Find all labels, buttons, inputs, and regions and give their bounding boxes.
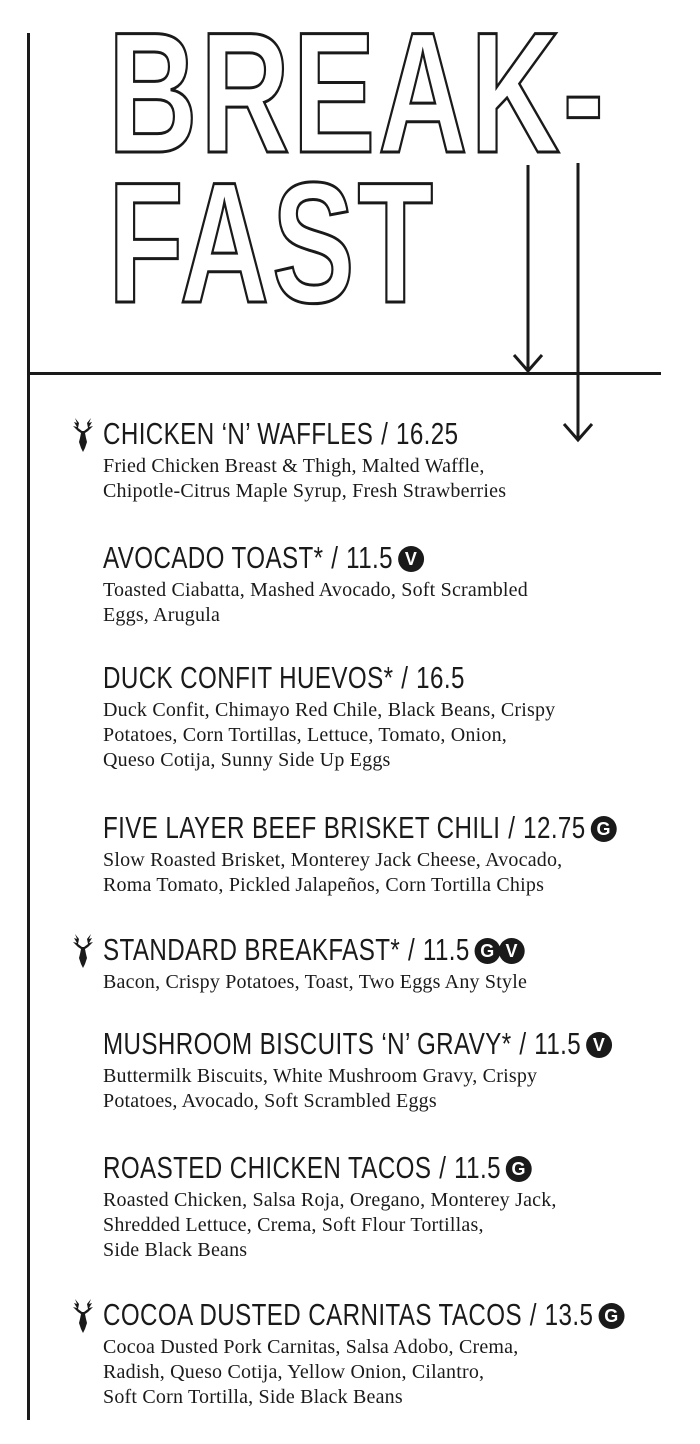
description-line: Slow Roasted Brisket, Monterey Jack Cheese, Avocado, bbox=[103, 849, 563, 871]
description-line: Fried Chicken Breast & Thigh, Malted Waffle, bbox=[103, 455, 485, 477]
description-line: Side Black Beans bbox=[103, 1239, 248, 1261]
menu-item-heading bbox=[103, 416, 563, 452]
menu-item-price: 16.5 bbox=[416, 660, 465, 695]
price-separator: / bbox=[439, 1150, 447, 1185]
menu-item-price: 16.25 bbox=[395, 416, 459, 451]
menu-item-name: AVOCADO TOAST* bbox=[103, 540, 324, 575]
menu-item bbox=[103, 1297, 693, 1410]
title-line-1: BREAK- bbox=[108, 0, 607, 189]
menu-item-description bbox=[103, 1335, 693, 1410]
menu-item-name: DUCK CONFIT HUEVOS* bbox=[103, 660, 394, 695]
menu-item-price: 11.5 bbox=[534, 1026, 582, 1061]
description-line: Buttermilk Biscuits, White Mushroom Gravy, Crispy bbox=[103, 1065, 538, 1087]
price-separator: / bbox=[331, 540, 339, 575]
menu-item-name: CHICKEN ‘N’ WAFFLES bbox=[103, 416, 374, 451]
menu-item-heading bbox=[103, 540, 563, 576]
vegetarian-badge: V bbox=[586, 1032, 612, 1058]
description-line: Eggs, Arugula bbox=[103, 604, 221, 626]
menu-item bbox=[103, 810, 693, 898]
menu-item-heading bbox=[103, 932, 563, 968]
menu-item bbox=[103, 540, 693, 628]
gluten-free-badge: G bbox=[591, 816, 617, 842]
description-line: Radish, Queso Cotija, Yellow Onion, Cilantro, bbox=[103, 1361, 485, 1383]
price-separator: / bbox=[381, 416, 389, 451]
arrow-down-icon bbox=[510, 165, 546, 377]
description-line: Cocoa Dusted Pork Carnitas, Salsa Adobo, Crema, bbox=[103, 1336, 519, 1358]
description-line: Bacon, Crispy Potatoes, Toast, Two Eggs Any Style bbox=[103, 971, 528, 993]
menu-item-heading bbox=[103, 1026, 606, 1062]
description-line: Potatoes, Avocado, Soft Scrambled Eggs bbox=[103, 1090, 437, 1112]
menu-item-price: 11.5 bbox=[422, 932, 470, 967]
menu-item-description bbox=[103, 454, 693, 504]
menu-item-description bbox=[103, 1188, 693, 1263]
menu-item-name: COCOA DUSTED CARNITAS TACOS bbox=[103, 1297, 522, 1332]
menu-item-heading bbox=[103, 1150, 563, 1186]
description-line: Soft Corn Tortilla, Side Black Beans bbox=[103, 1386, 403, 1408]
menu-item-name: MUSHROOM BISCUITS ‘N’ GRAVY* bbox=[103, 1026, 512, 1061]
gluten-free-badge: G bbox=[475, 938, 501, 964]
menu-item-price: 12.75 bbox=[523, 810, 586, 845]
description-line: Shredded Lettuce, Crema, Soft Flour Tortillas, bbox=[103, 1214, 484, 1236]
description-line: Toasted Ciabatta, Mashed Avocado, Soft Scrambled bbox=[103, 579, 528, 601]
price-separator: / bbox=[529, 1297, 537, 1332]
vegetarian-badge: V bbox=[499, 938, 525, 964]
menu-item-price: 11.5 bbox=[346, 540, 394, 575]
menu-item-description bbox=[103, 970, 693, 995]
menu-item-price: 11.5 bbox=[454, 1150, 501, 1185]
deer-head-icon bbox=[68, 418, 98, 452]
vegetarian-badge: V bbox=[398, 546, 424, 572]
description-line: Chipotle-Citrus Maple Syrup, Fresh Strawberries bbox=[103, 480, 507, 502]
menu-item-heading bbox=[103, 810, 611, 846]
menu-item-name: FIVE LAYER BEEF BRISKET CHILI bbox=[103, 810, 501, 845]
deer-head-icon bbox=[68, 1299, 98, 1333]
menu-item-name: STANDARD BREAKFAST* bbox=[103, 932, 401, 967]
menu-item-description bbox=[103, 578, 693, 628]
menu-item bbox=[103, 416, 693, 504]
price-separator: / bbox=[407, 932, 416, 967]
price-separator: / bbox=[519, 1026, 527, 1061]
menu-item-heading bbox=[103, 1297, 619, 1333]
gluten-free-badge: G bbox=[506, 1156, 532, 1182]
description-line: Duck Confit, Chimayo Red Chile, Black Beans, Crispy bbox=[103, 699, 556, 721]
description-line: Potatoes, Corn Tortillas, Lettuce, Tomato, Onion, bbox=[103, 724, 507, 746]
menu-item-name: ROASTED CHICKEN TACOS bbox=[103, 1150, 432, 1185]
menu-item-description bbox=[103, 848, 693, 898]
menu-item bbox=[103, 932, 693, 995]
menu-item bbox=[103, 1026, 693, 1114]
title-line-2: FAST bbox=[108, 147, 437, 339]
menu-item-description bbox=[103, 1064, 693, 1114]
menu-item-heading bbox=[103, 660, 563, 696]
price-separator: / bbox=[401, 660, 409, 695]
deer-head-icon bbox=[68, 934, 98, 968]
menu-item bbox=[103, 660, 693, 773]
description-line: Queso Cotija, Sunny Side Up Eggs bbox=[103, 749, 391, 771]
description-line: Roma Tomato, Pickled Jalapeños, Corn Tortilla Chips bbox=[103, 874, 545, 896]
price-separator: / bbox=[508, 810, 516, 845]
menu-item-price: 13.5 bbox=[544, 1297, 594, 1332]
description-line: Roasted Chicken, Salsa Roja, Oregano, Monterey Jack, bbox=[103, 1189, 557, 1211]
left-rule bbox=[27, 33, 30, 1420]
arrow-down-icon bbox=[560, 163, 596, 445]
menu-item-description bbox=[103, 698, 693, 773]
gluten-free-badge: G bbox=[598, 1303, 624, 1329]
menu-item bbox=[103, 1150, 693, 1263]
